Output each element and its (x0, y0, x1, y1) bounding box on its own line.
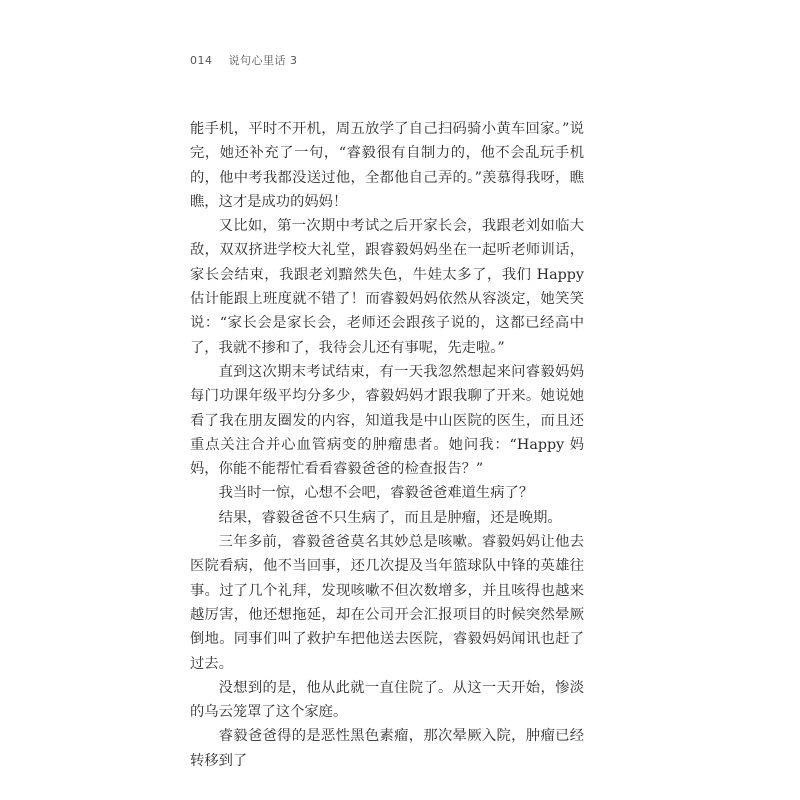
paragraph-continued: 能手机，平时不开机，周五放学了自己扫码骑小黄车回家。”说完，她还补充了一句，“睿毅很有自制力的，他不会乱玩手机的，他中考我都没送过他，全都他自己弄的。”羡慕得我呀，瞧瞧，这才是成功的妈妈！ (190, 121, 584, 210)
paragraph: 结果，睿毅爸爸不只生病了，而且是肿瘤，还是晚期。 (218, 509, 562, 526)
paragraph: 我当时一惊，心想不会吧，睿毅爸爸难道生病了？ (218, 485, 534, 502)
paragraph: 又比如，第一次期中考试之后开家长会，我跟老刘如临大敌，双双挤进学校大礼堂，跟睿毅妈妈坐在一起听老师训话，家长会结束，我跟老刘黯然失色，牛娃太多了，我们 Happy 估计能跟上班度就不错了！而睿毅妈妈依然从容淡定，她笑笑说：“家长会是家长会，老师还会跟孩子说的，这都已经高中了，我就不掺和了，我待会儿还有事呢，先走啦。” (190, 218, 584, 356)
paragraph: 睿毅爸爸得的是恶性黑色素瘤，那次晕厥入院，肿瘤已经转移到了 (190, 728, 584, 769)
page-number: 014 (190, 54, 213, 67)
book-title: 说句心里话 3 (228, 54, 298, 67)
paragraph: 没想到的是，他从此就一直住院了。从这一天开始，惨淡的乌云笼罩了这个家庭。 (190, 679, 584, 721)
running-header (190, 52, 298, 68)
body-text (190, 117, 584, 773)
paragraph: 直到这次期末考试结束，有一天我忽然想起来问睿毅妈妈每门功课年级平均分多少，睿毅妈妈才跟我聊了开来。她说她看了我在朋友圈发的内容，知道我是中山医院的医生，而且还重点关注合并心血管病变的肿瘤患者。她问我：“Happy 妈妈，你能不能帮忙看看睿毅爸爸的检查报告？” (190, 363, 584, 478)
paragraph: 三年多前，睿毅爸爸莫名其妙总是咳嗽。睿毅妈妈让他去医院看病，他不当回事，还几次提及当年篮球队中锋的英雄往事。过了几个礼拜，发现咳嗽不但次数增多，并且咳得也越来越厉害，他还想拖延，却在公司开会汇报项目的时候突然晕厥倒地。同事们叫了救护车把他送去医院，睿毅妈妈闻讯也赶了过去。 (190, 534, 584, 672)
